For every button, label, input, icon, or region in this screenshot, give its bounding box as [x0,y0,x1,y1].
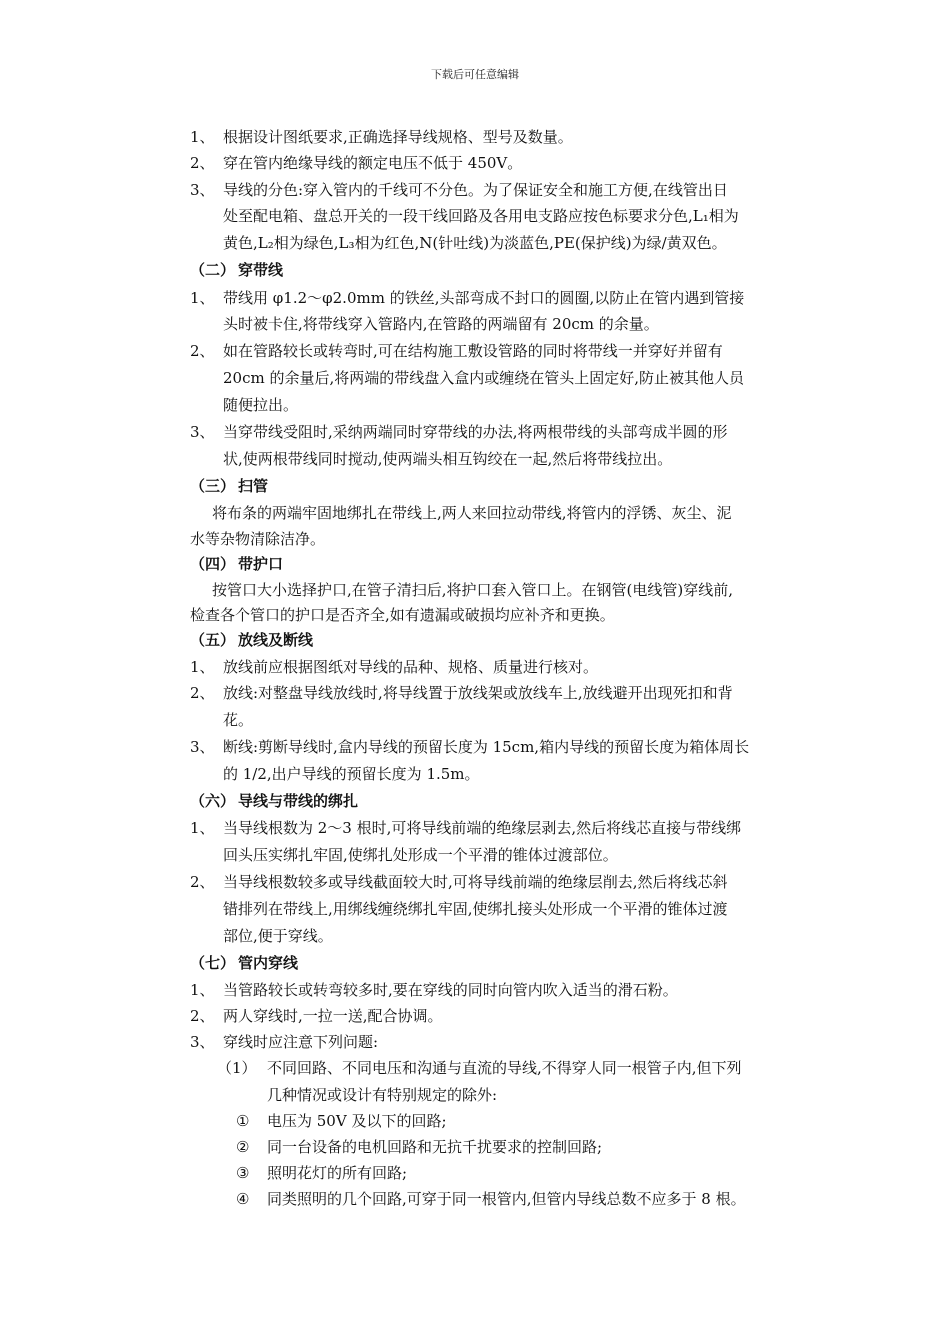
page-header: 下载后可任意编辑 [431,68,519,81]
circled-list-item [0,1135,950,1159]
item-number: 2、 [190,684,215,702]
item-text: 部位,便于穿线。 [223,927,333,945]
section-title: 导线与带线的绑扎 [238,792,359,810]
item-number: 1、 [190,981,215,999]
list-item [0,735,950,759]
item-text: 回头压实绑扎牢固,使绑扎处形成一个平滑的锥体过渡部位。 [223,846,618,864]
item-text: 带线用 φ1.2～φ2.0mm 的铁丝,头部弯成不封口的圆圈,以防止在管内遇到管接 [223,289,745,307]
item-number: 1、 [190,289,215,307]
section-title: 穿带线 [238,261,284,279]
circled-number: ④ [236,1190,250,1208]
item-text: 如在管路较长或转弯时,可在结构施工敷设管路的同时将带线一并穿好并留有 [223,342,723,360]
item-number: 3、 [190,181,215,199]
paragraph-line [0,603,950,627]
list-item-continuation [0,924,950,948]
item-text: 当管路较长或转弯较多时,要在穿线的同时向管内吹入适当的滑石粉。 [223,981,678,999]
paragraph-text: 将布条的两端牢固地绑扎在带线上,两人来回拉动带线,将管内的浮锈、灰尘、泥 [212,504,732,522]
list-item [0,681,950,705]
sub-item-text: 几种情况或设计有特别规定的除外: [267,1086,498,1104]
item-text: 处至配电箱、盘总开关的一段干线回路及各用电支路应按色标要求分色,L₁相为 [223,207,739,225]
list-item-continuation [0,897,950,921]
sub-item-text: 不同回路、不同电压和沟通与直流的导线,不得穿人同一根管子内,但下列 [267,1059,742,1077]
list-item [0,420,950,444]
list-item [0,286,950,310]
list-item [0,655,950,679]
paragraph-line [0,501,950,525]
section-heading [0,474,950,498]
section-number: （四） [190,555,236,573]
sub-item-number: （1） [217,1059,257,1077]
section-heading [0,951,950,975]
list-item-continuation [0,447,950,471]
paragraph-line [0,527,950,551]
circled-item-text: 电压为 50V 及以下的回路; [267,1112,447,1130]
section-heading [0,258,950,282]
paragraph-text: 按管口大小选择护口,在管子清扫后,将护口套入管口上。在钢管(电线管)穿线前, [212,581,734,599]
item-text: 导线的分色:穿入管内的千线可不分色。为了保证安全和施工方便,在线管出日 [223,181,728,199]
list-item-continuation [0,204,950,228]
item-text: 随便拉出。 [223,396,299,414]
list-item [0,870,950,894]
item-text: 花。 [223,711,254,729]
section-number: （二） [190,261,236,279]
section-heading [0,628,950,652]
list-item-continuation [0,366,950,390]
list-item-continuation [0,231,950,255]
item-number: 1、 [190,128,215,146]
section-title: 扫管 [238,477,269,495]
item-text: 状,使两根带线同时搅动,使两端头相互钩绞在一起,然后将带线拉出。 [223,450,673,468]
section-number: （三） [190,477,236,495]
list-item-continuation [0,708,950,732]
circled-list-item [0,1187,950,1211]
list-item-continuation [0,393,950,417]
item-number: 2、 [190,873,215,891]
circled-item-text: 同类照明的几个回路,可穿于同一根管内,但管内导线总数不应多于 8 根。 [267,1190,746,1208]
item-number: 2、 [190,1007,215,1025]
list-item [0,978,950,1002]
item-number: 3、 [190,738,215,756]
item-number: 3、 [190,1033,215,1051]
item-text: 头时被卡住,将带线穿入管路内,在管路的两端留有 20cm 的余量。 [223,315,659,333]
paragraph-line [0,578,950,602]
item-text: 黄色,L₂相为绿色,L₃相为红色,N(针吐线)为淡蓝色,PE(保护线)为绿/黄双色。 [223,234,727,252]
circled-item-text: 同一台设备的电机回路和无抗千扰要求的控制回路; [267,1138,603,1156]
item-number: 2、 [190,342,215,360]
item-text: 的 1/2,出户导线的预留长度为 1.5m。 [223,765,480,783]
list-item [0,1004,950,1028]
section-number: （五） [190,631,236,649]
section-number: （六） [190,792,236,810]
item-text: 放线前应根据图纸对导线的品种、规格、质量进行核对。 [223,658,599,676]
item-text: 穿在管内绝缘导线的额定电压不低于 450V。 [223,154,523,172]
item-text: 错排列在带线上,用绑线缠绕绑扎牢固,使绑扎接头处形成一个平滑的锥体过渡 [223,900,728,918]
circled-number: ① [236,1112,250,1130]
list-item [0,178,950,202]
item-text: 根据设计图纸要求,正确选择导线规格、型号及数量。 [223,128,573,146]
sub-list-item-continuation [0,1083,950,1107]
list-item [0,1030,950,1054]
item-number: 1、 [190,819,215,837]
section-number: （七） [190,954,236,972]
section-title: 管内穿线 [238,954,299,972]
item-text: 当导线根数较多或导线截面较大时,可将导线前端的绝缘层削去,然后将线芯斜 [223,873,728,891]
list-item-continuation [0,762,950,786]
circled-list-item [0,1109,950,1133]
item-number: 2、 [190,154,215,172]
section-title: 放线及断线 [238,631,314,649]
item-text: 当导线根数为 2～3 根时,可将导线前端的绝缘层剥去,然后将线芯直接与带线绑 [223,819,742,837]
item-text: 两人穿线时,一拉一送,配合协调。 [223,1007,443,1025]
list-item [0,125,950,149]
item-text: 穿线时应注意下列问题: [223,1033,379,1051]
item-text: 断线:剪断导线时,盒内导线的预留长度为 15cm,箱内导线的预留长度为箱体周长 [223,738,750,756]
list-item [0,339,950,363]
section-title: 带护口 [238,555,284,573]
item-number: 3、 [190,423,215,441]
circled-number: ② [236,1138,250,1156]
paragraph-text: 检查各个管口的护口是否齐全,如有遗漏或破损均应补齐和更换。 [190,606,615,624]
circled-number: ③ [236,1164,250,1182]
circled-item-text: 照明花灯的所有回路; [267,1164,408,1182]
list-item [0,151,950,175]
circled-list-item [0,1161,950,1185]
item-text: 放线:对整盘导线放线时,将导线置于放线架或放线车上,放线避开出现死扣和背 [223,684,733,702]
list-item [0,816,950,840]
paragraph-text: 水等杂物清除洁净。 [190,530,326,548]
item-text: 20cm 的余量后,将两端的带线盘入盒内或缠绕在管头上固定好,防止被其他人员 [223,369,745,387]
item-text: 当穿带线受阻时,采纳两端同时穿带线的办法,将两根带线的头部弯成半圆的形 [223,423,728,441]
sub-list-item [0,1056,950,1080]
section-heading [0,552,950,576]
item-number: 1、 [190,658,215,676]
list-item-continuation [0,312,950,336]
list-item-continuation [0,843,950,867]
section-heading [0,789,950,813]
